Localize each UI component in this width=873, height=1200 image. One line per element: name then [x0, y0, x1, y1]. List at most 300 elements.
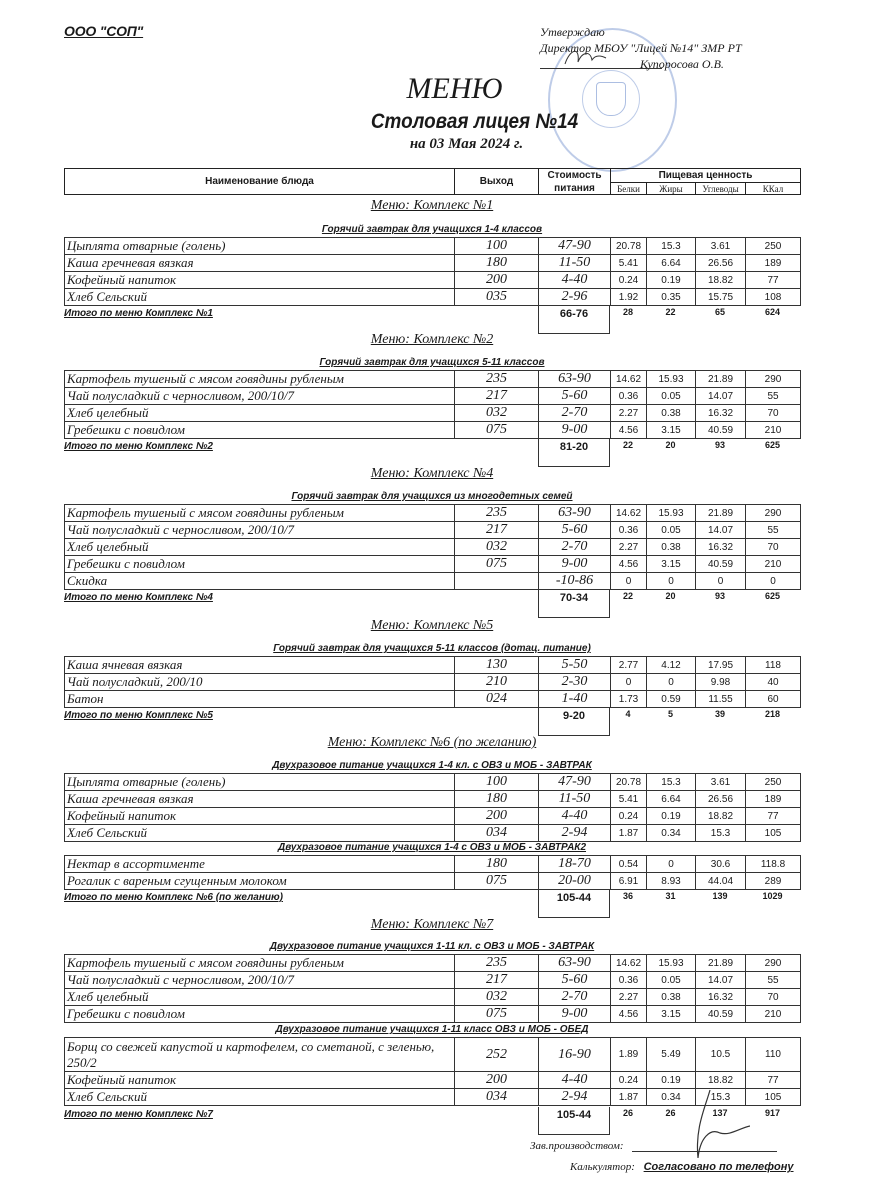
dish-carbs: 14.07: [696, 972, 746, 989]
total-cost: 81-20: [538, 439, 610, 467]
dish-kcal: 70: [746, 539, 801, 556]
dish-weight: 075: [455, 873, 539, 890]
dish-name: Картофель тушеный с мясом говядины рубленым: [65, 505, 455, 522]
dish-weight: 130: [455, 657, 539, 674]
dish-carbs: 26.56: [696, 791, 746, 808]
total-carbs: 65: [714, 307, 725, 317]
dish-protein: 0.24: [611, 1072, 647, 1089]
total-carbs: 137: [712, 1108, 728, 1118]
dish-name: Картофель тушеный с мясом говядины рубленым: [65, 955, 455, 972]
dish-fat: 0.05: [647, 522, 696, 539]
table-row: [65, 1038, 801, 1072]
dish-carbs: 15.3: [696, 825, 746, 842]
dish-weight: 075: [455, 556, 539, 573]
dish-carbs: 14.07: [696, 388, 746, 405]
dish-cost: 2-30: [539, 674, 611, 691]
dish-cost: 9-00: [539, 1006, 611, 1023]
complex-subtitle: Горячий завтрак для учащихся 5-11 классов: [319, 357, 545, 368]
dish-kcal: 210: [746, 556, 801, 573]
dish-fat: 15.3: [647, 774, 696, 791]
dish-name: Каша гречневая вязкая: [65, 255, 455, 272]
dish-fat: 0.19: [647, 808, 696, 825]
table-row: [65, 873, 801, 890]
complex-total-row: [64, 890, 800, 920]
dish-fat: 15.93: [647, 371, 696, 388]
dish-carbs: 14.07: [696, 522, 746, 539]
complex-total-row: [64, 708, 800, 738]
dish-name: Чай полусладкий с черносливом, 200/10/7: [65, 522, 455, 539]
dish-name: Каша ячневая вязкая: [65, 657, 455, 674]
dish-cost: 47-90: [539, 238, 611, 255]
total-label: Итого по меню Комплекс №4: [64, 592, 213, 603]
dish-kcal: 118: [746, 657, 801, 674]
table-row: [65, 573, 801, 590]
dish-fat: 0.38: [647, 405, 696, 422]
dish-name: Гребешки с повидлом: [65, 1006, 455, 1023]
table-row: [65, 255, 801, 272]
dish-fat: 0.05: [647, 972, 696, 989]
dish-fat: 3.15: [647, 556, 696, 573]
complex-subtitle: Горячий завтрак для учащихся 1-4 классов: [321, 224, 543, 235]
complex-title: Меню: Комплекс №2: [370, 332, 494, 347]
menu-items-table: [64, 370, 801, 439]
approval-line-1: Утверждаю: [540, 25, 605, 39]
dish-weight: 075: [455, 422, 539, 439]
dish-protein: 2.27: [611, 989, 647, 1006]
complex-title: Меню: Комплекс №5: [370, 618, 494, 633]
total-carbs: 93: [714, 440, 725, 450]
dish-carbs: 21.89: [696, 955, 746, 972]
dish-name: Цыплята отварные (голень): [65, 774, 455, 791]
dish-carbs: 26.56: [696, 255, 746, 272]
dish-protein: 0.36: [611, 972, 647, 989]
total-kcal: 1029: [762, 891, 783, 901]
menu-items-table: [64, 656, 801, 708]
dish-carbs: 21.89: [696, 371, 746, 388]
dish-fat: 0.38: [647, 539, 696, 556]
dish-name: Хлеб Сельский: [65, 825, 455, 842]
table-row: [65, 1072, 801, 1089]
dish-fat: 15.3: [647, 238, 696, 255]
dish-protein: 1.87: [611, 825, 647, 842]
total-kcal: 625: [764, 591, 781, 601]
dish-weight: 034: [455, 1089, 539, 1106]
table-row: [65, 825, 801, 842]
total-label: Итого по меню Комплекс №7: [64, 1109, 213, 1120]
dish-weight: 217: [455, 972, 539, 989]
dish-weight: 235: [455, 371, 539, 388]
dish-cost: 63-90: [539, 955, 611, 972]
dish-cost: 4-40: [539, 808, 611, 825]
dish-protein: 1.87: [611, 1089, 647, 1106]
dish-weight: 200: [455, 808, 539, 825]
dish-cost: 11-50: [539, 255, 611, 272]
dish-name: Кофейный напиток: [65, 1072, 455, 1089]
complex-title: Меню: Комплекс №4: [370, 466, 494, 481]
dish-fat: 8.93: [647, 873, 696, 890]
dish-carbs: 9.98: [696, 674, 746, 691]
organization-name: ООО "СОП": [64, 23, 144, 39]
column-name: Наименование блюда: [65, 169, 455, 195]
dish-kcal: 189: [746, 791, 801, 808]
dish-fat: 0: [647, 674, 696, 691]
dish-name: Борщ со свежей капустой и картофелем, со сметаной, с зеленью, 250/2: [65, 1038, 455, 1072]
total-label: Итого по меню Комплекс №2: [64, 441, 213, 452]
dish-carbs: 40.59: [696, 556, 746, 573]
dish-cost: 47-90: [539, 774, 611, 791]
dish-protein: 0: [611, 573, 647, 590]
column-nutrition: Пищевая ценность: [611, 169, 801, 183]
dish-protein: 1.89: [611, 1038, 647, 1072]
dish-protein: 0.24: [611, 808, 647, 825]
total-protein: 28: [622, 307, 633, 317]
total-fat: 5: [667, 709, 673, 719]
dish-kcal: 0: [746, 573, 801, 590]
dish-weight: 235: [455, 955, 539, 972]
table-row: [65, 856, 801, 873]
dish-cost: 9-00: [539, 422, 611, 439]
total-fat: 26: [665, 1108, 676, 1118]
dish-protein: 4.56: [611, 556, 647, 573]
dish-cost: 5-60: [539, 522, 611, 539]
dish-protein: 4.56: [611, 422, 647, 439]
dish-name: Цыплята отварные (голень): [65, 238, 455, 255]
total-cost: 9-20: [538, 708, 610, 736]
dish-weight: 034: [455, 825, 539, 842]
dish-name: Скидка: [65, 573, 455, 590]
table-row: [65, 657, 801, 674]
dish-cost: 4-40: [539, 1072, 611, 1089]
menu-items-table: [64, 773, 801, 842]
calculator-label: Калькулятор:: [570, 1161, 635, 1173]
dish-cost: 18-70: [539, 856, 611, 873]
dish-weight: 200: [455, 272, 539, 289]
total-protein: 22: [622, 440, 633, 450]
dish-cost: 5-60: [539, 972, 611, 989]
dish-weight: 217: [455, 388, 539, 405]
dish-cost: 5-50: [539, 657, 611, 674]
dish-carbs: 16.32: [696, 405, 746, 422]
dish-protein: 0.24: [611, 272, 647, 289]
dish-protein: 2.77: [611, 657, 647, 674]
dish-protein: 0.36: [611, 388, 647, 405]
dish-name: Хлеб Сельский: [65, 1089, 455, 1106]
dish-kcal: 110: [746, 1038, 801, 1072]
table-row: [65, 522, 801, 539]
menu-items-table: [64, 855, 801, 890]
dish-name: Чай полусладкий с черносливом, 200/10/7: [65, 972, 455, 989]
dish-kcal: 290: [746, 505, 801, 522]
menu-items-table: [64, 954, 801, 1023]
total-fat: 20: [665, 591, 676, 601]
dish-kcal: 118.8: [746, 856, 801, 873]
dish-cost: 11-50: [539, 791, 611, 808]
dish-protein: 20.78: [611, 774, 647, 791]
dish-kcal: 108: [746, 289, 801, 306]
dish-kcal: 290: [746, 371, 801, 388]
dish-name: Кофейный напиток: [65, 272, 455, 289]
complex-total-row: [64, 439, 800, 469]
complex-title: Меню: Комплекс №1: [370, 198, 494, 213]
total-carbs: 39: [714, 709, 725, 719]
table-row: [65, 808, 801, 825]
dish-name: Хлеб Сельский: [65, 289, 455, 306]
dish-kcal: 105: [746, 825, 801, 842]
dish-fat: 3.15: [647, 422, 696, 439]
total-protein: 4: [625, 709, 631, 719]
dish-name: Кофейный напиток: [65, 808, 455, 825]
dish-name: Хлеб целебный: [65, 539, 455, 556]
dish-cost: -10-86: [539, 573, 611, 590]
table-row: [65, 972, 801, 989]
dish-weight: 200: [455, 1072, 539, 1089]
dish-fat: 6.64: [647, 255, 696, 272]
total-cost: 105-44: [538, 890, 610, 918]
dish-protein: 5.41: [611, 791, 647, 808]
total-cost: 66-76: [538, 306, 610, 334]
dish-carbs: 40.59: [696, 1006, 746, 1023]
total-protein: 26: [622, 1108, 633, 1118]
column-cost-line2: питания: [539, 183, 611, 195]
dish-kcal: 60: [746, 691, 801, 708]
dish-fat: 0.59: [647, 691, 696, 708]
dish-name: Чай полусладкий с черносливом, 200/10/7: [65, 388, 455, 405]
dish-weight: [455, 573, 539, 590]
dish-cost: 2-70: [539, 989, 611, 1006]
dish-cost: 16-90: [539, 1038, 611, 1072]
table-row: [65, 1006, 801, 1023]
document-subtitle: Столовая лицея №14: [370, 110, 579, 133]
dish-protein: 6.91: [611, 873, 647, 890]
dish-protein: 1.92: [611, 289, 647, 306]
dish-fat: 0.19: [647, 1072, 696, 1089]
column-header-table: [64, 168, 801, 195]
dish-kcal: 55: [746, 972, 801, 989]
complex-subtitle: Двухразовое питание учащихся 1-11 кл. с ОВЗ и МОБ - ЗАВТРАК: [269, 941, 595, 952]
dish-protein: 14.62: [611, 505, 647, 522]
dish-carbs: 18.82: [696, 1072, 746, 1089]
table-row: [65, 388, 801, 405]
dish-name: Нектар в ассортименте: [65, 856, 455, 873]
menu-items-table: [64, 237, 801, 306]
total-label: Итого по меню Комплекс №5: [64, 710, 213, 721]
column-weight: Выход: [455, 169, 539, 195]
dish-protein: 2.27: [611, 539, 647, 556]
dish-kcal: 289: [746, 873, 801, 890]
dish-weight: 032: [455, 405, 539, 422]
dish-carbs: 10.5: [696, 1038, 746, 1072]
dish-name: Рогалик с вареным сгущенным молоком: [65, 873, 455, 890]
dish-protein: 14.62: [611, 955, 647, 972]
table-row: [65, 955, 801, 972]
dish-carbs: 15.3: [696, 1089, 746, 1106]
total-protein: 22: [622, 591, 633, 601]
dish-protein: 20.78: [611, 238, 647, 255]
dish-name: Чай полусладкий, 200/10: [65, 674, 455, 691]
dish-name: Гребешки с повидлом: [65, 422, 455, 439]
table-row: [65, 989, 801, 1006]
dish-kcal: 105: [746, 1089, 801, 1106]
table-row: [65, 405, 801, 422]
dish-fat: 4.12: [647, 657, 696, 674]
total-kcal: 917: [764, 1108, 781, 1118]
dish-protein: 4.56: [611, 1006, 647, 1023]
signature-icon: [560, 44, 610, 70]
dish-weight: 024: [455, 691, 539, 708]
dish-weight: 032: [455, 989, 539, 1006]
dish-weight: 075: [455, 1006, 539, 1023]
dish-cost: 2-94: [539, 1089, 611, 1106]
total-carbs: 139: [712, 891, 728, 901]
dish-weight: 180: [455, 791, 539, 808]
dish-kcal: 55: [746, 522, 801, 539]
total-label: Итого по меню Комплекс №1: [64, 308, 213, 319]
dish-kcal: 70: [746, 405, 801, 422]
dish-weight: 235: [455, 505, 539, 522]
total-fat: 31: [665, 891, 676, 901]
dish-cost: 2-96: [539, 289, 611, 306]
total-cost: 70-34: [538, 590, 610, 618]
dish-fat: 0.05: [647, 388, 696, 405]
dish-fat: 5.49: [647, 1038, 696, 1072]
dish-name: Хлеб целебный: [65, 405, 455, 422]
dish-cost: 63-90: [539, 505, 611, 522]
dish-name: Гребешки с повидлом: [65, 556, 455, 573]
dish-carbs: 3.61: [696, 238, 746, 255]
document-date: на 03 Мая 2024 г.: [409, 136, 524, 152]
dish-protein: 0.36: [611, 522, 647, 539]
dish-carbs: 30.6: [696, 856, 746, 873]
approval-line-2: Директор МБОУ "Лицей №14" ЗМР РТ: [540, 41, 742, 55]
dish-kcal: 40: [746, 674, 801, 691]
dish-cost: 20-00: [539, 873, 611, 890]
dish-kcal: 77: [746, 808, 801, 825]
dish-carbs: 0: [696, 573, 746, 590]
dish-carbs: 18.82: [696, 272, 746, 289]
dish-carbs: 44.04: [696, 873, 746, 890]
dish-fat: 0.38: [647, 989, 696, 1006]
table-row: [65, 272, 801, 289]
table-row: [65, 238, 801, 255]
dish-fat: 0.35: [647, 289, 696, 306]
complex-subtitle: Двухразовое питание учащихся 1-4 кл. с ОВЗ и МОБ - ЗАВТРАК: [272, 760, 592, 771]
table-row: [65, 422, 801, 439]
dish-kcal: 210: [746, 422, 801, 439]
dish-cost: 9-00: [539, 556, 611, 573]
total-cost: 105-44: [538, 1107, 610, 1135]
dish-cost: 2-70: [539, 405, 611, 422]
dish-fat: 0.34: [647, 1089, 696, 1106]
dish-weight: 180: [455, 856, 539, 873]
dish-weight: 210: [455, 674, 539, 691]
menu-items-table: [64, 504, 801, 590]
dish-cost: 5-60: [539, 388, 611, 405]
dish-fat: 15.93: [647, 505, 696, 522]
column-carbs: Углеводы: [696, 183, 746, 195]
dish-protein: 1.73: [611, 691, 647, 708]
total-protein: 36: [622, 891, 633, 901]
document-title: МЕНЮ: [406, 72, 503, 105]
dish-weight: 180: [455, 255, 539, 272]
dish-fat: 15.93: [647, 955, 696, 972]
approval-signatory: Купоросова О.В.: [640, 57, 724, 71]
dish-fat: 0: [647, 573, 696, 590]
column-fat: Жиры: [647, 183, 696, 195]
dish-weight: 100: [455, 238, 539, 255]
calculator-value: Согласовано по телефону: [643, 1161, 794, 1173]
dish-protein: 0: [611, 674, 647, 691]
dish-weight: 032: [455, 539, 539, 556]
dish-kcal: 250: [746, 774, 801, 791]
dish-carbs: 40.59: [696, 422, 746, 439]
column-protein: Белки: [611, 183, 647, 195]
dish-kcal: 290: [746, 955, 801, 972]
dish-name: Картофель тушеный с мясом говядины рубленым: [65, 371, 455, 388]
complex-subtitle: Горячий завтрак для учащихся из многодетных семей: [291, 491, 573, 502]
total-label: Итого по меню Комплекс №6 (по желанию): [64, 892, 283, 903]
complex-subtitle: Горячий завтрак для учащихся 5-11 классов (дотац. питание): [273, 643, 591, 654]
dish-kcal: 189: [746, 255, 801, 272]
dish-kcal: 70: [746, 989, 801, 1006]
dish-carbs: 17.95: [696, 657, 746, 674]
total-kcal: 625: [764, 440, 781, 450]
dish-fat: 6.64: [647, 791, 696, 808]
column-cost-line1: Стоимость: [539, 169, 611, 183]
dish-fat: 3.15: [647, 1006, 696, 1023]
dish-carbs: 15.75: [696, 289, 746, 306]
dish-protein: 5.41: [611, 255, 647, 272]
dish-weight: 035: [455, 289, 539, 306]
dish-name: Хлеб целебный: [65, 989, 455, 1006]
table-row: [65, 556, 801, 573]
dish-kcal: 55: [746, 388, 801, 405]
table-row: [65, 539, 801, 556]
dish-name: Батон: [65, 691, 455, 708]
dish-protein: 0.54: [611, 856, 647, 873]
dish-protein: 14.62: [611, 371, 647, 388]
column-kcal: ККал: [746, 183, 801, 195]
total-kcal: 218: [764, 709, 781, 719]
dish-cost: 2-70: [539, 539, 611, 556]
production-manager-label: Зав.производством:: [530, 1140, 624, 1152]
complex-title: Меню: Комплекс №6 (по желанию): [327, 735, 537, 750]
total-kcal: 624: [764, 307, 781, 317]
complex-total-row: [64, 590, 800, 620]
dish-cost: 1-40: [539, 691, 611, 708]
dish-kcal: 77: [746, 272, 801, 289]
dish-protein: 2.27: [611, 405, 647, 422]
table-row: [65, 774, 801, 791]
complex-subtitle: Двухразовое питание учащихся 1-4 с ОВЗ и МОБ - ЗАВТРАК2: [277, 842, 587, 853]
dish-weight: 217: [455, 522, 539, 539]
dish-cost: 4-40: [539, 272, 611, 289]
dish-carbs: 11.55: [696, 691, 746, 708]
complex-subtitle: Двухразовое питание учащихся 1-11 класс ОВЗ и МОБ - ОБЕД: [275, 1024, 589, 1035]
dish-name: Каша гречневая вязкая: [65, 791, 455, 808]
complex-title: Меню: Комплекс №7: [370, 917, 494, 932]
dish-weight: 252: [455, 1038, 539, 1072]
table-row: [65, 691, 801, 708]
table-row: [65, 791, 801, 808]
signature-icon: [680, 1088, 750, 1168]
dish-cost: 2-94: [539, 825, 611, 842]
dish-cost: 63-90: [539, 371, 611, 388]
dish-fat: 0.19: [647, 272, 696, 289]
table-row: [65, 289, 801, 306]
dish-kcal: 210: [746, 1006, 801, 1023]
dish-fat: 0.34: [647, 825, 696, 842]
table-row: [65, 674, 801, 691]
